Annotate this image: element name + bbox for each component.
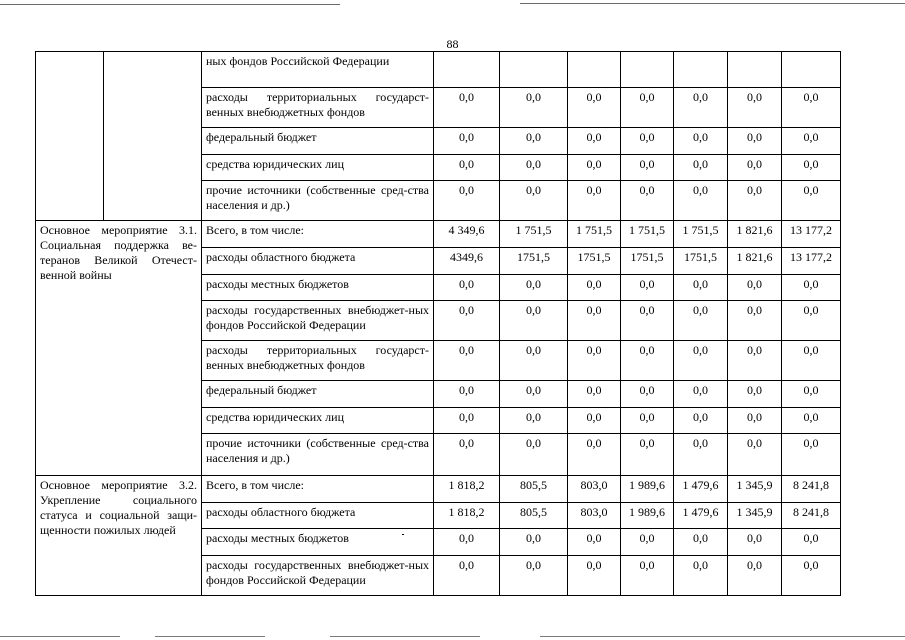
- value-cell: 0,0: [782, 434, 841, 476]
- value-cell: 0,0: [621, 275, 674, 301]
- value-cell: 1 751,5: [621, 221, 674, 248]
- value-cell: 0,0: [728, 88, 782, 128]
- value-cell: 0,0: [500, 155, 568, 181]
- value-cell: 0,0: [621, 556, 674, 596]
- value-cell: 0,0: [434, 408, 500, 434]
- value-cell: 0,0: [621, 88, 674, 128]
- value-cell: 0,0: [500, 88, 568, 128]
- value-cell: 0,0: [728, 128, 782, 155]
- value-cell: 1 479,6: [674, 476, 728, 503]
- value-cell: [434, 52, 500, 88]
- value-cell: 1 989,6: [621, 503, 674, 529]
- funding-source-cell: ных фондов Российской Федерации: [202, 52, 434, 88]
- value-cell: 0,0: [728, 556, 782, 596]
- value-cell: 0,0: [674, 556, 728, 596]
- value-cell: 0,0: [500, 275, 568, 301]
- funding-source-cell: расходы государственных внебюджет-ных фондов Российской Федерации: [202, 301, 434, 341]
- table-body: [36, 52, 841, 596]
- funding-source-cell: Всего, в том числе:: [202, 476, 434, 503]
- value-cell: 13 177,2: [782, 221, 841, 248]
- funding-source-cell: средства юридических лиц: [202, 155, 434, 181]
- value-cell: 0,0: [568, 128, 621, 155]
- value-cell: 0,0: [621, 181, 674, 221]
- value-cell: 0,0: [782, 529, 841, 556]
- value-cell: 0,0: [568, 155, 621, 181]
- value-cell: 0,0: [434, 529, 500, 556]
- value-cell: 0,0: [434, 181, 500, 221]
- value-cell: 0,0: [728, 434, 782, 476]
- value-cell: 0,0: [568, 88, 621, 128]
- value-cell: 0,0: [568, 408, 621, 434]
- funding-source-cell: расходы территориальных государст-венных внебюджетных фондов: [202, 88, 434, 128]
- value-cell: [568, 52, 621, 88]
- value-cell: 1 989,6: [621, 476, 674, 503]
- funding-source-cell: расходы местных бюджетов: [202, 529, 434, 556]
- value-cell: 0,0: [434, 556, 500, 596]
- value-cell: 0,0: [621, 381, 674, 408]
- value-cell: 1751,5: [674, 248, 728, 275]
- value-cell: 0,0: [434, 381, 500, 408]
- value-cell: 0,0: [434, 155, 500, 181]
- funding-source-cell: средства юридических лиц: [202, 408, 434, 434]
- value-cell: 8 241,8: [782, 476, 841, 503]
- value-cell: 0,0: [728, 529, 782, 556]
- table-row: [36, 221, 841, 248]
- value-cell: 0,0: [674, 88, 728, 128]
- funding-source-cell: расходы местных бюджетов: [202, 275, 434, 301]
- value-cell: 0,0: [621, 408, 674, 434]
- value-cell: 803,0: [568, 503, 621, 529]
- page-number: 88: [446, 37, 459, 51]
- bottom-scan-rule: [540, 636, 905, 637]
- value-cell: 0,0: [782, 88, 841, 128]
- value-cell: 1 345,9: [728, 503, 782, 529]
- value-cell: 0,0: [782, 408, 841, 434]
- value-cell: 0,0: [674, 301, 728, 341]
- value-cell: 0,0: [782, 381, 841, 408]
- value-cell: 0,0: [674, 434, 728, 476]
- top-scan-rule: [520, 3, 905, 4]
- value-cell: 0,0: [728, 381, 782, 408]
- funding-source-cell: прочие источники (собственные сред-ства населения и др.): [202, 181, 434, 221]
- value-cell: 1 751,5: [500, 221, 568, 248]
- value-cell: 0,0: [728, 408, 782, 434]
- funding-source-cell: расходы территориальных государст-венных внебюджетных фондов: [202, 341, 434, 381]
- value-cell: 803,0: [568, 476, 621, 503]
- value-cell: [621, 52, 674, 88]
- value-cell: 1 345,9: [728, 476, 782, 503]
- value-cell: 0,0: [621, 128, 674, 155]
- value-cell: 0,0: [568, 301, 621, 341]
- value-cell: 0,0: [500, 128, 568, 155]
- funding-source-cell: прочие источники (собственные сред-ства населения и др.): [202, 434, 434, 476]
- value-cell: 0,0: [500, 381, 568, 408]
- value-cell: 0,0: [500, 301, 568, 341]
- value-cell: 0,0: [500, 556, 568, 596]
- value-cell: 0,0: [568, 556, 621, 596]
- value-cell: 0,0: [674, 529, 728, 556]
- value-cell: 0,0: [621, 529, 674, 556]
- scan-speck: [402, 534, 404, 535]
- program-name-cell: Основное мероприятие 3.1. Социальная поддержка ве-теранов Великой Отечест-венной войны: [36, 221, 202, 476]
- value-cell: 1 479,6: [674, 503, 728, 529]
- value-cell: 0,0: [728, 181, 782, 221]
- value-cell: 0,0: [568, 181, 621, 221]
- blank-cell: [104, 52, 202, 221]
- top-scan-rule: [0, 4, 340, 5]
- value-cell: 1 821,6: [728, 248, 782, 275]
- value-cell: [782, 52, 841, 88]
- value-cell: 1 818,2: [434, 476, 500, 503]
- table-row: [36, 476, 841, 503]
- value-cell: 13 177,2: [782, 248, 841, 275]
- value-cell: 0,0: [621, 434, 674, 476]
- value-cell: 0,0: [782, 275, 841, 301]
- value-cell: 0,0: [674, 181, 728, 221]
- value-cell: 0,0: [782, 301, 841, 341]
- value-cell: 0,0: [434, 301, 500, 341]
- value-cell: 1751,5: [621, 248, 674, 275]
- value-cell: 4 349,6: [434, 221, 500, 248]
- value-cell: 0,0: [500, 341, 568, 381]
- value-cell: 0,0: [728, 155, 782, 181]
- funding-source-cell: федеральный бюджет: [202, 381, 434, 408]
- funding-source-cell: Всего, в том числе:: [202, 221, 434, 248]
- value-cell: 0,0: [674, 408, 728, 434]
- value-cell: 0,0: [434, 434, 500, 476]
- value-cell: 0,0: [674, 155, 728, 181]
- value-cell: 1 818,2: [434, 503, 500, 529]
- value-cell: 0,0: [674, 275, 728, 301]
- value-cell: 1 751,5: [674, 221, 728, 248]
- bottom-scan-rule: [0, 636, 120, 637]
- funding-table: [35, 51, 841, 596]
- value-cell: 0,0: [728, 301, 782, 341]
- value-cell: 0,0: [621, 301, 674, 341]
- value-cell: 0,0: [782, 181, 841, 221]
- value-cell: [728, 52, 782, 88]
- table-row: [36, 52, 841, 88]
- value-cell: 1751,5: [568, 248, 621, 275]
- value-cell: 0,0: [434, 128, 500, 155]
- value-cell: 0,0: [568, 529, 621, 556]
- funding-source-cell: федеральный бюджет: [202, 128, 434, 155]
- value-cell: 0,0: [782, 341, 841, 381]
- value-cell: 1751,5: [500, 248, 568, 275]
- value-cell: 0,0: [568, 341, 621, 381]
- value-cell: 0,0: [674, 341, 728, 381]
- value-cell: 0,0: [621, 341, 674, 381]
- value-cell: 0,0: [500, 408, 568, 434]
- funding-source-cell: расходы областного бюджета: [202, 248, 434, 275]
- value-cell: 0,0: [568, 381, 621, 408]
- value-cell: 0,0: [500, 529, 568, 556]
- value-cell: 1 751,5: [568, 221, 621, 248]
- value-cell: 805,5: [500, 476, 568, 503]
- value-cell: 4349,6: [434, 248, 500, 275]
- value-cell: 0,0: [434, 341, 500, 381]
- value-cell: 0,0: [568, 434, 621, 476]
- bottom-scan-rule: [330, 636, 480, 637]
- value-cell: 0,0: [782, 155, 841, 181]
- value-cell: 1 821,6: [728, 221, 782, 248]
- value-cell: 0,0: [728, 275, 782, 301]
- funding-source-cell: расходы областного бюджета: [202, 503, 434, 529]
- value-cell: 0,0: [782, 556, 841, 596]
- value-cell: 0,0: [434, 275, 500, 301]
- value-cell: 0,0: [674, 381, 728, 408]
- value-cell: 0,0: [434, 88, 500, 128]
- value-cell: [674, 52, 728, 88]
- value-cell: 0,0: [500, 181, 568, 221]
- value-cell: 0,0: [728, 341, 782, 381]
- value-cell: 0,0: [782, 128, 841, 155]
- value-cell: 0,0: [621, 155, 674, 181]
- bottom-scan-rule: [155, 636, 265, 637]
- program-name-cell: Основное мероприятие 3.2. Укрепление социального статуса и социальной защи-щенности пожилых людей: [36, 476, 202, 596]
- value-cell: 0,0: [500, 434, 568, 476]
- blank-cell: [36, 52, 104, 221]
- value-cell: 0,0: [674, 128, 728, 155]
- value-cell: 0,0: [568, 275, 621, 301]
- funding-source-cell: расходы государственных внебюджет-ных фондов Российской Федерации: [202, 556, 434, 596]
- value-cell: [500, 52, 568, 88]
- value-cell: 8 241,8: [782, 503, 841, 529]
- value-cell: 805,5: [500, 503, 568, 529]
